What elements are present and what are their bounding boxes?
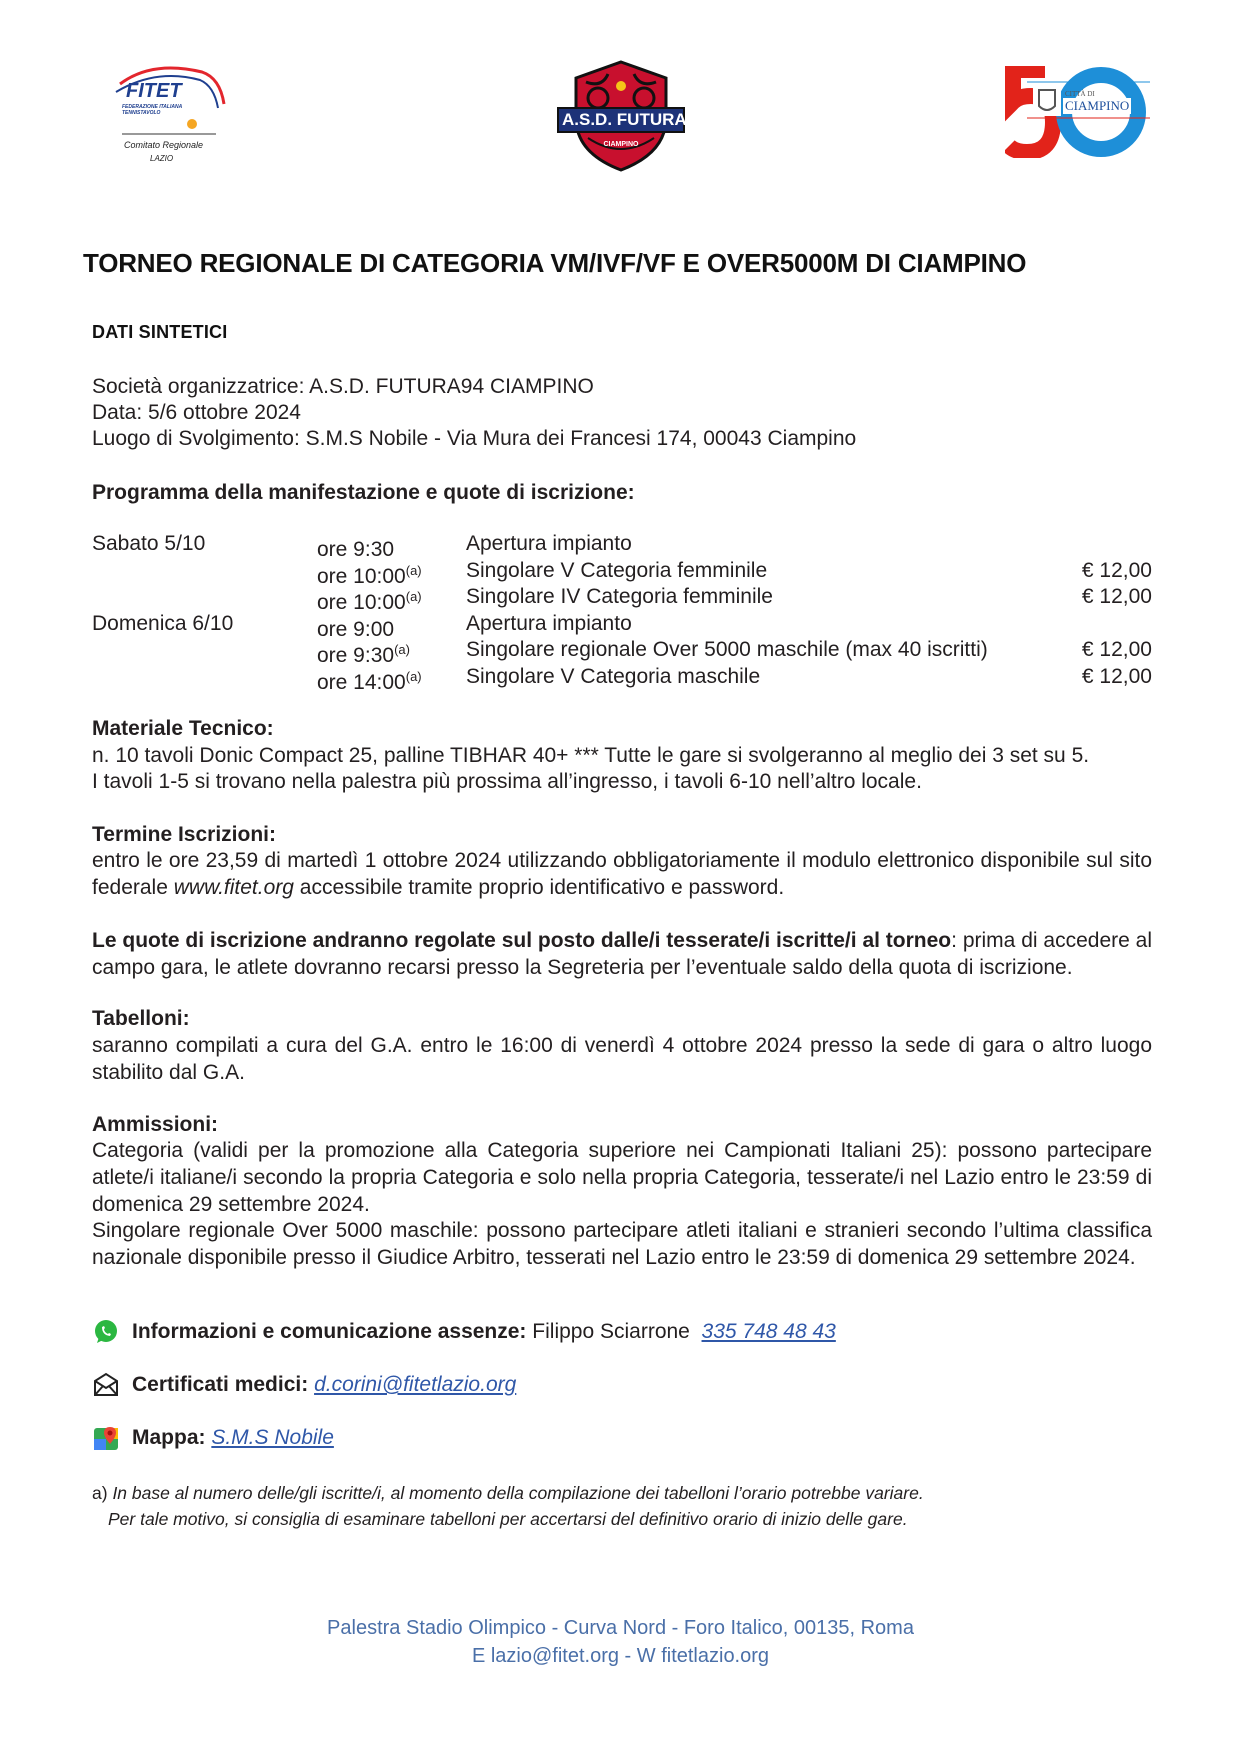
program-row: ore 10:00$^{(a)}$ Singolare V Categoria femminile € 12,00 <box>317 558 1152 588</box>
phone-link[interactable]: 335 748 48 43 <box>701 1320 836 1343</box>
dati-sintetici-heading: DATI SINTETICI <box>92 322 228 342</box>
fitet-committee: Comitato Regionale <box>124 140 204 150</box>
program-row: ore 14:00$^{(a)}$ Singolare V Categoria maschile € 12,00 <box>317 664 1152 694</box>
luogo-svolgimento: Luogo di Svolgimento: S.M.S Nobile - Via Mura dei Francesi 174, 00043 Ciampino <box>92 427 857 450</box>
data-evento: Data: 5/6 ottobre 2024 <box>92 401 301 424</box>
program-row: Domenica 6/10 ore 9:00 Apertura impianto <box>92 611 632 641</box>
note-line2: Per tale motivo, si consiglia di esaminare tabelloni per accertarsi del definitivo orario di inizio delle gare. <box>108 1509 908 1529</box>
futura94-logo <box>556 58 706 173</box>
termine-text: entro le ore 23,59 di martedì 1 ottobre 2024 utilizzando obbligatoriamente il modulo elettronico disponibile sul sito federale www.fitet.org accessibile tramite proprio identificativo e password. <box>92 849 1152 899</box>
contact-cert-row: Certificati medici: d.corini@fitetlazio.org <box>92 1370 516 1400</box>
ciampino-label-main: CIAMPINO <box>1065 98 1130 113</box>
quote-text: Le quote di iscrizione andranno regolate sul posto dalle/i tesserate/i iscritte/i al torneo: prima di accedere al campo gara, le atlete dovranno recarsi presso la Segreteria per l’eventuale saldo della quota di iscrizione. <box>92 929 1152 979</box>
programma-heading: Programma della manifestazione e quote di iscrizione: <box>92 481 635 504</box>
ammissioni-categoria: Categoria (validi per la promozione alla Categoria superiore nei Campionati Italiani 25): possono partecipare atlete/i italiane/i secondo la propria Categoria e solo nella propria Categoria, tesserate/i nel Lazio entro le 23:59 di domenica 29 settembre 2024. <box>92 1139 1152 1216</box>
note-line1: a) In base al numero delle/gli iscritte/i, al momento della compilazione dei tabelloni l’orario potrebbe variare. <box>92 1483 924 1503</box>
futura94-name: A.S.D. FUTURA94 <box>562 110 706 129</box>
futura94-city: CIAMPINO <box>603 141 639 148</box>
map-pin-icon <box>92 1424 120 1452</box>
fitet-logo <box>112 62 232 172</box>
email-link[interactable]: d.corini@fitetlazio.org <box>314 1373 517 1396</box>
societa-organizzatrice: Società organizzatrice: A.S.D. FUTURA94 CIAMPINO <box>92 375 594 398</box>
ciampino-50-logo <box>1005 66 1155 158</box>
fitet-subtitle: FEDERAZIONE ITALIANA TENNISTAVOLO <box>122 104 182 116</box>
ammissioni-over5000: Singolare regionale Over 5000 maschile: possono partecipare atleti italiani e stranieri secondo l’ultima classifica nazionale disponibile presso il Giudice Arbitro, tesserati nel Lazio entro le 23:59 di domenica 29 settembre 2024. <box>92 1219 1152 1269</box>
fitet-site: www.fitet.org <box>173 876 294 899</box>
ammissioni-heading: Ammissioni: <box>92 1113 219 1136</box>
ciampino-label-top: CITTÀ DI <box>1065 90 1095 98</box>
contact-map-row: Mappa: S.M.S Nobile <box>92 1423 334 1453</box>
fitet-name: FITET <box>126 80 182 102</box>
envelope-icon <box>92 1371 120 1399</box>
whatsapp-icon <box>92 1318 120 1346</box>
footer-contacts: E lazio@fitet.org - W fitetlazio.org <box>471 1645 770 1667</box>
program-row: Sabato 5/10 ore 9:30 Apertura impianto <box>92 532 632 561</box>
fitet-region: LAZIO <box>150 154 174 163</box>
contact-info-row: Informazioni e comunicazione assenze: Filippo Sciarrone 335 748 48 43 <box>92 1317 836 1347</box>
document-title: TORNEO REGIONALE DI CATEGORIA VM/IVF/VF E OVER5000M DI CIAMPINO <box>83 248 1027 278</box>
tabelloni-heading: Tabelloni: <box>92 1007 190 1030</box>
tabelloni-text: saranno compilati a cura del G.A. entro le 16:00 di venerdì 4 ottobre 2024 presso la sede di gara o altro luogo stabilito dal G.A. <box>92 1034 1152 1084</box>
program-row: ore 9:30$^{(a)}$ Singolare regionale Over 5000 maschile (max 40 iscritti) € 12,00 <box>317 638 1152 667</box>
footer-address: Palestra Stadio Olimpico - Curva Nord - Foro Italico, 00135, Roma <box>327 1617 914 1639</box>
materiale-heading: Materiale Tecnico: <box>92 717 274 740</box>
materiale-line2: I tavoli 1-5 si trovano nella palestra più prossima all’ingresso, i tavoli 6-10 nell’altro locale. <box>92 770 922 793</box>
termine-heading: Termine Iscrizioni: <box>92 823 276 846</box>
programma-table <box>92 531 1152 694</box>
map-link[interactable]: S.M.S Nobile <box>211 1426 334 1449</box>
materiale-line1: n. 10 tavoli Donic Compact 25, palline TIBHAR 40+ *** Tutte le gare si svolgeranno al meglio dei 3 set su 5. <box>92 744 1090 767</box>
program-row: ore 10:00$^{(a)}$ Singolare IV Categoria femminile € 12,00 <box>317 585 1152 614</box>
